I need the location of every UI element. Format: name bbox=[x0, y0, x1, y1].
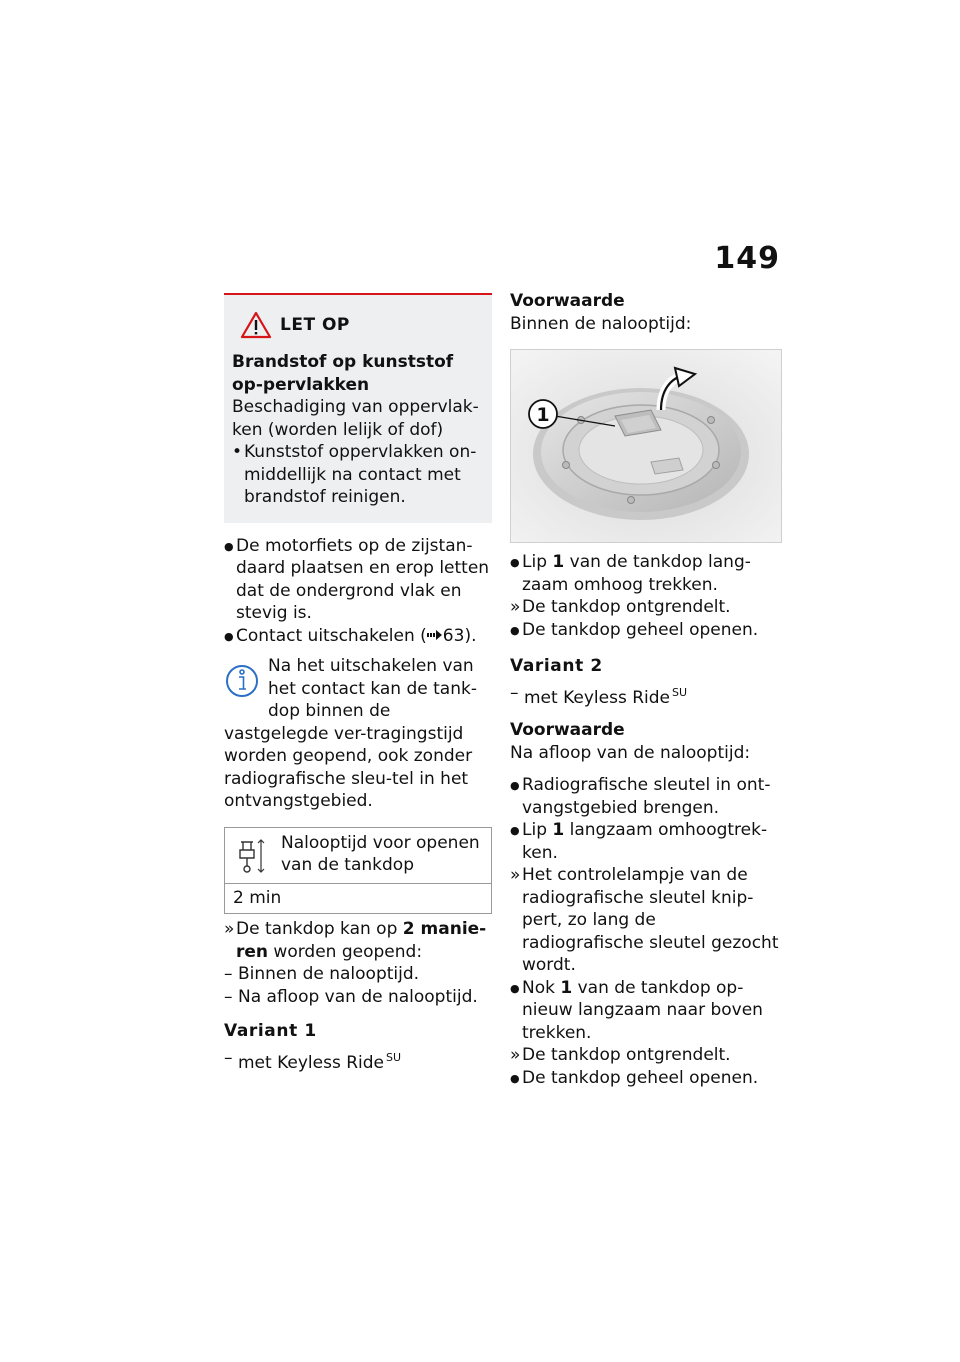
variant-1-sub: – met Keyless Ride $^{SU}$ bbox=[224, 1047, 492, 1075]
step-sidestand: ● De motorfiets op de zijstan-daard plaatsen en erop letten dat de ondergrond vlak en stevig is. bbox=[224, 535, 492, 625]
info-note bbox=[224, 655, 492, 813]
torque-timer-icon bbox=[237, 836, 267, 876]
result-unlocks-1: » De tankdop ontgrendelt. bbox=[510, 596, 782, 619]
caution-header bbox=[240, 311, 482, 339]
figure-label-1: 1 bbox=[536, 404, 550, 426]
variant-2-title: Variant 2 bbox=[510, 656, 603, 676]
right-column bbox=[510, 290, 782, 1091]
page-number: 149 bbox=[714, 241, 780, 276]
spec-table-title: Nalooptijd voor openen van de tankdop bbox=[281, 832, 480, 875]
condition-2-text: Na afloop van de nalooptijd: bbox=[510, 742, 751, 763]
step-ignition-off: ● Contact uitschakelen ( 63). bbox=[224, 625, 492, 650]
info-icon bbox=[224, 659, 260, 701]
result-unlocks-2: » De tankdop ontgrendelt. bbox=[510, 1044, 782, 1067]
warning-triangle-icon bbox=[240, 311, 272, 339]
variant-2-sub: – met Keyless Ride $^{SU}$ bbox=[510, 682, 782, 710]
caution-box bbox=[224, 293, 492, 523]
tank-cap-photo bbox=[510, 349, 782, 543]
step-pull-lip: ● Lip 1 van de tankdop lang-zaam omhoog trekken. bbox=[510, 551, 782, 596]
condition-1-title: Voorwaarde bbox=[510, 291, 625, 311]
left-column bbox=[224, 293, 492, 1074]
result-two-ways: » De tankdop kan op 2 manie-ren worden geopend: bbox=[224, 918, 492, 963]
spec-table bbox=[224, 827, 492, 915]
page-reference-link[interactable]: 63 bbox=[442, 625, 465, 646]
spec-table-header bbox=[225, 828, 491, 884]
option-after-delay: – Na afloop van de nalooptijd. bbox=[224, 986, 492, 1009]
caution-title: LET OP bbox=[280, 314, 350, 335]
page-reference-icon bbox=[427, 629, 443, 641]
caution-bullet: • Kunststof oppervlakken on-middellijk na contact met brandstof reinigen. bbox=[232, 441, 482, 509]
step-key-range: ● Radiografische sleutel in ont-vangstgebied brengen. bbox=[510, 774, 782, 819]
caution-heading: Brandstof op kunststof op-pervlakken bbox=[232, 352, 454, 395]
info-text: Na het uitschakelen van het contact kan de tank-dop binnen de vastgelegde ver-tragingstijd worden geopend, ook zonder radiografische sleu-tel in het ontvangstgebied. bbox=[224, 656, 477, 811]
step-pull-lip-slowly: ● Lip 1 langzaam omhoogtrek-ken. bbox=[510, 819, 782, 864]
condition-1-text: Binnen de nalooptijd: bbox=[510, 313, 692, 334]
option-within-delay: – Binnen de nalooptijd. bbox=[224, 963, 492, 986]
caution-text: Beschadiging van oppervlak-ken (worden lelijk of dof) bbox=[232, 397, 479, 440]
step-open-fully-2: ● De tankdop geheel openen. bbox=[510, 1067, 782, 1092]
step-pull-cam-again: ● Nok 1 van de tankdop op-nieuw langzaam naar boven trekken. bbox=[510, 977, 782, 1045]
step-open-fully-1: ● De tankdop geheel openen. bbox=[510, 619, 782, 644]
condition-2-title: Voorwaarde bbox=[510, 720, 625, 740]
variant-1-title: Variant 1 bbox=[224, 1021, 317, 1041]
spec-table-value: 2 min bbox=[233, 887, 282, 908]
result-lamp-flashes: » Het controlelampje van de radiografische sleutel knip-pert, zo lang de radiografische sleutel gezocht wordt. bbox=[510, 864, 782, 977]
